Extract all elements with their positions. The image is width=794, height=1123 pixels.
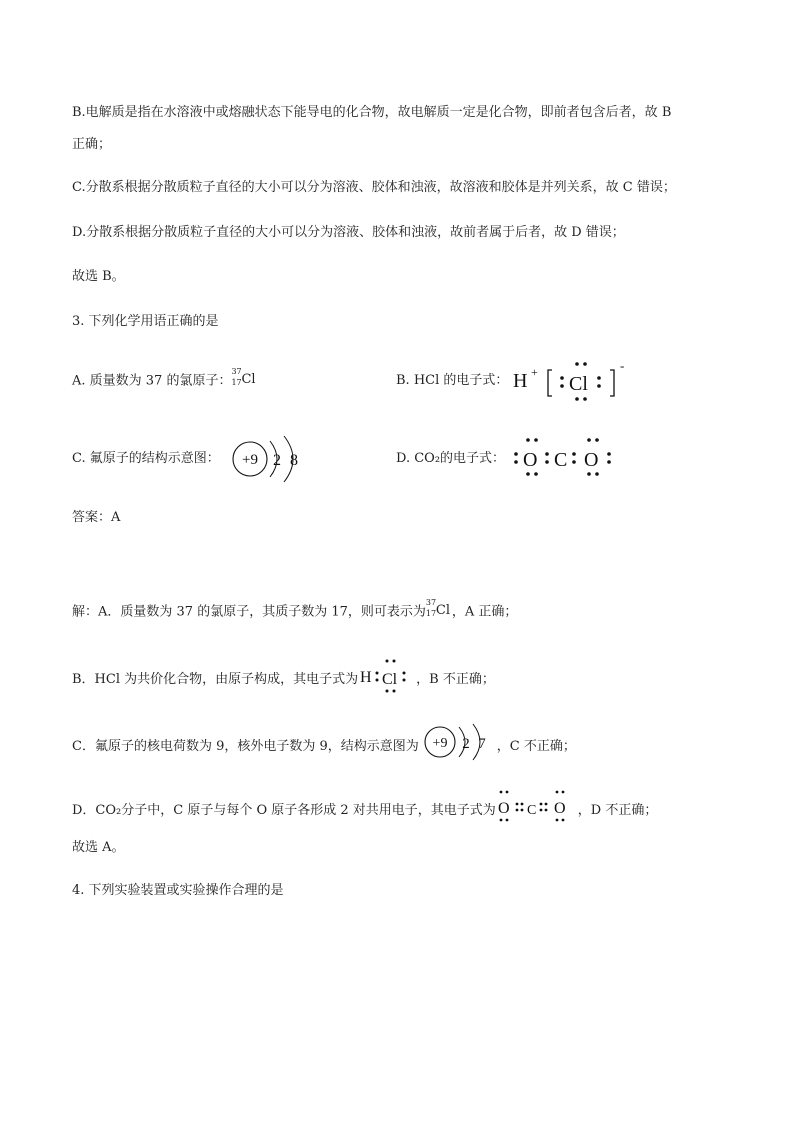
shell1-electrons: 2 (273, 452, 281, 469)
option-d-label: D. CO₂的电子式： (396, 451, 506, 466)
explanation-b-line1: B.电解质是指在水溶液中或熔融状态下能导电的化合物，故电解质一定是化合物，即前者包含后者，故 B (72, 105, 672, 120)
solution-a (72, 598, 518, 622)
fluorine-structure-diagram (228, 432, 308, 486)
solution-o-left: O (497, 800, 510, 817)
shell2-electrons: 8 (290, 452, 298, 469)
solution-shell2: 7 (478, 736, 486, 752)
solution-c (72, 722, 576, 762)
solution-element-symbol: Cl (435, 603, 450, 618)
c-center: C (554, 449, 568, 471)
fluorine-correct-diagram (419, 722, 497, 762)
solution-atomic-number: 17 (425, 609, 437, 618)
solution-b-text1: B．HCl 为共价化合物，由原子构成，其电子式为 (72, 672, 359, 687)
mass-number: 37 (231, 367, 242, 376)
solution-conclusion: 故选 A。 (72, 840, 125, 855)
option-a-label: A. 质量数为 37 的氯原子： (72, 373, 232, 389)
o-left: O (523, 449, 538, 471)
h-cation-charge: + (531, 365, 538, 379)
h-atom: H (360, 669, 372, 686)
atomic-number: 17 (231, 378, 242, 387)
left-bracket (548, 370, 552, 396)
solution-c-text2: ，C 不正确； (496, 739, 576, 754)
o-right: O (584, 449, 599, 471)
solution-b (72, 657, 495, 695)
anion-charge: - (620, 358, 625, 373)
question3-stem: 3. 下列化学用语正确的是 (72, 314, 219, 329)
solution-d-text1: D．CO₂分子中，C 原子与每个 O 原子各形成 2 对共用电子，其电子式为 (72, 803, 496, 818)
h-cation: H (513, 370, 528, 392)
solution-mass-number: 37 (425, 598, 437, 607)
solution-shell1: 2 (462, 736, 470, 752)
nuclide-notation (231, 367, 257, 390)
explanation-d-line: D.分散系根据分散质粒子直径的大小可以分为溶液、胶体和浊液，故前者属于后者，故 D 错误； (72, 225, 625, 240)
option-b-label: B. HCl 的电子式： (396, 373, 509, 388)
answer: 答案：A (72, 510, 121, 525)
option-c-label: C. 氟原子的结构示意图： (72, 451, 220, 466)
question4-stem: 4. 下列实验装置或实验操作合理的是 (72, 883, 284, 898)
cl-atom: Cl (382, 671, 398, 688)
solution-nucleus: +9 (432, 736, 448, 751)
solution-a-text1: 解：A．质量数为 37 的氯原子，其质子数为 17，则可表示为 (72, 604, 426, 620)
element-symbol: Cl (241, 372, 256, 387)
explanation-c-line: C.分散系根据分散质粒子直径的大小可以分为溶液、胶体和浊液，故溶液和胶体是并列关系，故 C 错误； (72, 180, 676, 195)
explanation-conclusion: 故选 B。 (72, 269, 125, 284)
solution-c-text1: C．氟原子的核电荷数为 9，核外电子数为 9，结构示意图为 (72, 739, 419, 754)
solution-d-text2: ，D 不正确； (577, 803, 658, 818)
hcl-covalent-electron-formula (358, 657, 416, 695)
solution-d (72, 787, 657, 827)
co2-correct-electron-formula (496, 787, 578, 827)
solution-b-text2: ，B 不正确； (416, 672, 495, 687)
option-a (72, 367, 257, 391)
co2-wrong-electron-formula (508, 434, 618, 478)
right-bracket (610, 370, 614, 396)
solution-o-right: O (553, 800, 566, 817)
solution-a-text2: ，A 正确； (451, 604, 518, 620)
solution-nuclide-notation (425, 598, 452, 621)
solution-c-atom: C (526, 803, 537, 818)
nucleus-charge: +9 (242, 452, 258, 468)
explanation-b-line2: 正确； (72, 137, 112, 152)
cl-anion: Cl (569, 373, 588, 395)
hcl-ionic-electron-formula (510, 356, 635, 404)
